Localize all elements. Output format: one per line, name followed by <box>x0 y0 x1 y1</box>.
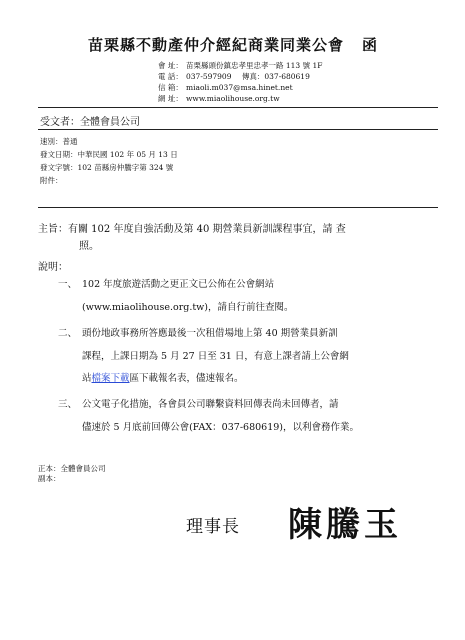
item1-line1: 102 年度旅遊活動之更正文已公佈在公會網站 <box>82 279 275 290</box>
subject-line <box>38 222 346 237</box>
primary-label: 正本： <box>38 464 61 473</box>
download-link[interactable]: 檔案下載 <box>91 373 130 384</box>
item3-number: 三、 <box>58 399 78 410</box>
header-divider <box>38 107 438 108</box>
number-value: 102 苗縣房仲騰字第 324 號 <box>77 163 174 172</box>
web-line <box>158 93 280 104</box>
copy-label: 副本： <box>38 474 61 483</box>
number-label: 發文字號： <box>40 163 78 172</box>
email-line <box>158 82 293 93</box>
item3-line2: 儘速於 5 月底前回傳公會(FAX：037-680619)，以利會務作業。 <box>82 422 359 433</box>
recipient-label: 受文者： <box>40 117 80 128</box>
subject-text-1: 有關 102 年度自強活動及第 40 期營業員新訓課程事宜，請 查 <box>68 224 346 235</box>
recipient-value: 全體會員公司 <box>80 117 140 128</box>
explanation-label: 說明： <box>38 262 68 273</box>
item2-line3 <box>82 370 244 384</box>
title-text: 苗栗縣不動產仲介經紀商業同業公會 <box>88 36 345 54</box>
speed-line <box>40 136 78 147</box>
item2-line3-end: 區下載報名表，儘速報名。 <box>129 373 244 384</box>
email-label: 信 箱： <box>158 83 183 92</box>
phone-line <box>158 71 310 82</box>
address-line <box>158 60 322 71</box>
web-label: 網 址： <box>158 94 183 103</box>
primary-value: 全體會員公司 <box>60 464 106 473</box>
signature-title: 理事長 <box>186 517 240 537</box>
number-line <box>40 162 173 173</box>
email-value[interactable]: miaoli.m037@msa.hinet.net <box>186 83 293 92</box>
date-label: 發文日期： <box>40 150 78 159</box>
copy-recipient-line <box>38 473 61 484</box>
recipient-line <box>40 113 140 128</box>
item2-number: 二、 <box>58 328 78 339</box>
date-value: 中華民國 102 年 05 月 13 日 <box>77 150 178 159</box>
phone-value: 037-597909 <box>186 72 232 81</box>
subject-text-2: 照。 <box>79 241 99 252</box>
item1-number: 一、 <box>58 279 78 290</box>
document-title <box>88 34 378 55</box>
speed-label: 速別： <box>40 137 63 146</box>
item2-line1: 頭份地政事務所答應最後一次租借場地上第 40 期營業員新訓 <box>82 328 338 339</box>
subject-label: 主旨： <box>38 224 68 235</box>
speed-value: 普通 <box>62 137 78 146</box>
item3-line1: 公文電子化措施，各會員公司聯繫資料回傳表尚未回傳者，請 <box>82 399 339 410</box>
date-line <box>40 149 178 160</box>
item1-line2: (www.miaolihouse.org.tw)，請自行前往查閱。 <box>82 302 294 313</box>
title-suffix: 函 <box>362 36 379 54</box>
fax-label: 傳真： <box>241 72 265 81</box>
address-label: 會 址： <box>158 61 183 70</box>
item2-line3-start: 站 <box>82 373 92 384</box>
recipient-divider <box>38 129 438 130</box>
fax-value: 037-680619 <box>264 72 310 81</box>
signature-name: 陳騰玉 <box>288 505 402 545</box>
web-value[interactable]: www.miaolihouse.org.tw <box>186 94 280 103</box>
item2-line2: 課程，上課日期為 5 月 27 日至 31 日，有意上課者請上公會網 <box>82 351 349 362</box>
attachment-line <box>40 175 63 186</box>
address-value: 苗栗縣頭份鎮忠孝里忠孝一路 113 號 1F <box>186 61 323 70</box>
meta-divider <box>38 207 438 208</box>
phone-label: 電 話： <box>158 72 183 81</box>
attachment-label: 附件： <box>40 176 63 185</box>
